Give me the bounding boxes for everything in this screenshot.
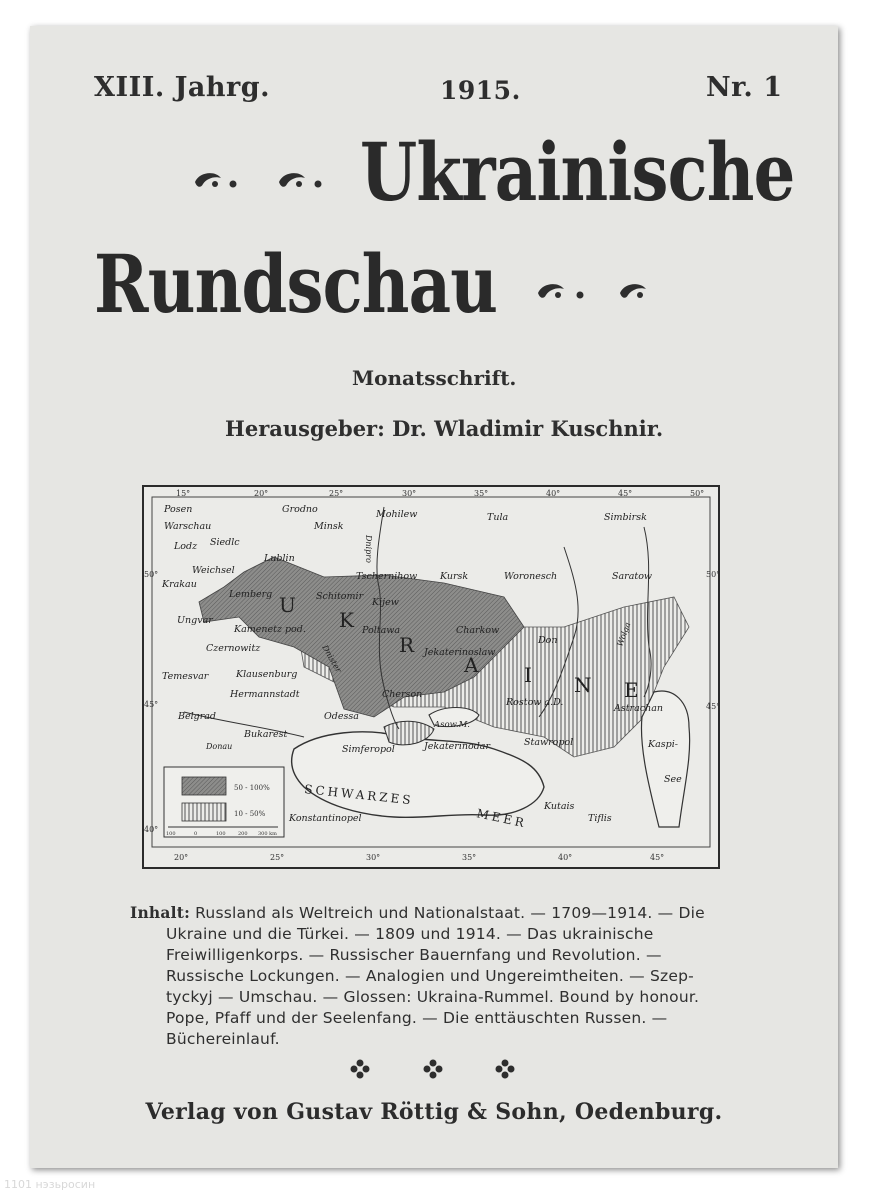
contents-label: Inhalt: [130, 903, 191, 922]
map-place: Belgrad [178, 711, 217, 722]
map-tick-left: 50° [144, 570, 159, 579]
contents-block [130, 902, 735, 1050]
legend-label: 50 - 100% [234, 784, 270, 792]
map-tick-bottom: 30° [366, 853, 381, 862]
year-label: 1915. [440, 76, 521, 105]
map-region-letter: R [399, 633, 415, 657]
map-place: Czernowitz [206, 643, 261, 654]
map-place: Ungvar [177, 615, 213, 626]
map-place: Mohilew [376, 509, 418, 520]
dot-ornament-icon [228, 179, 238, 189]
editor-line: Herausgeber: Dr. Wladimir Kuschnir. [225, 416, 664, 441]
subtitle: Monatsschrift. [352, 366, 517, 390]
map-place: Kutais [544, 801, 575, 812]
map-place: Jekaterinoslaw [424, 647, 496, 658]
watermark-text: 1101 нэзьросин [4, 1178, 96, 1191]
map-place: Kijew [372, 597, 399, 608]
map-place: Grodno [282, 504, 318, 515]
map-tick-top: 25° [329, 489, 344, 498]
dot-ornament-icon [313, 179, 323, 189]
map-region-letter: N [574, 673, 592, 697]
map-place: Konstantinopel [289, 813, 362, 824]
contents-line: Büchereinlauf. [166, 1030, 280, 1048]
map-region-letter: E [624, 678, 639, 702]
map-tick-bottom: 40° [558, 853, 573, 862]
map-tick-bottom: 45° [650, 853, 665, 862]
map-place: Simferopol [342, 744, 395, 755]
map-place: See [664, 774, 682, 785]
flower-ornament-icon [350, 1059, 370, 1079]
issue-label: Nr. 1 [706, 72, 783, 103]
map-place: Krakau [162, 579, 197, 590]
map-place: Bukarest [244, 729, 288, 740]
flower-ornament-icon [423, 1059, 443, 1079]
scale-label: 300 km [258, 831, 277, 837]
map-tick-top: 35° [474, 489, 489, 498]
map-legend [164, 767, 284, 837]
contents-line: tyckyj — Umschau. — Glossen: Ukraina-Rummel. Bound by honour. [166, 988, 700, 1006]
map-place: Poltawa [362, 625, 401, 636]
map-place: Posen [164, 504, 193, 515]
map-place: Donau [206, 742, 233, 751]
map-tick-top: 15° [176, 489, 191, 498]
dot-ornament-icon [575, 290, 585, 300]
volume-label: XIII. Jahrg. [94, 72, 271, 103]
map-place: Simbirsk [604, 512, 647, 523]
map-tick-left: 45° [144, 700, 159, 709]
publisher-line: Verlag von Gustav Röttig & Sohn, Oedenburg. [145, 1099, 723, 1125]
map-place: Schitomir [316, 591, 364, 602]
map-place: Tiflis [588, 813, 612, 824]
map-place: Kursk [440, 571, 469, 582]
title-line-1: Ukrainische [360, 125, 795, 219]
map-place: Klausenburg [236, 669, 298, 680]
map-tick-left: 40° [144, 825, 159, 834]
map-place: Rostow a.D. [506, 697, 564, 708]
leaf-ornament-icon [277, 170, 307, 190]
map-place: Odessa [324, 711, 359, 722]
legend-swatch-light [182, 803, 226, 821]
map-place: Dnister [320, 643, 344, 674]
map-place: Jekaterinodar [424, 741, 490, 752]
map-place: Dnipro [364, 535, 373, 563]
contents-line: Freiwilligenkorps. — Russischer Bauernfang und Revolution. — [166, 946, 662, 964]
contents-line: Ukraine und die Türkei. — 1809 und 1914. — Das ukrainische [166, 925, 654, 943]
map-tick-top: 45° [618, 489, 633, 498]
contents-line: Russische Lockungen. — Analogien und Ungereimtheiten. — Szep- [166, 967, 694, 985]
map-sea-label: SCHWARZES [303, 782, 415, 808]
flower-ornament-icon [495, 1059, 515, 1079]
contents-line: Pope, Pfaff und der Seelenfang. — Die enttäuschten Russen. — [166, 1009, 668, 1027]
scale-label: 0 [194, 831, 198, 837]
leaf-ornament-icon [536, 281, 566, 301]
ethnographic-map [142, 485, 720, 869]
map-tick-bottom: 25° [270, 853, 285, 862]
map-place: Weichsel [192, 565, 235, 576]
map-place: Charkow [456, 625, 500, 636]
map-svg [144, 487, 721, 867]
map-tick-top: 30° [402, 489, 417, 498]
map-place: Saratow [612, 571, 653, 582]
magazine-cover [30, 26, 838, 1168]
map-place: Lemberg [229, 589, 273, 600]
map-place: Hermannstadt [230, 689, 300, 700]
map-tick-bottom: 20° [174, 853, 189, 862]
map-tick-right: 45° [706, 702, 721, 711]
map-place: Lublin [264, 553, 295, 564]
map-place: Asow.M. [434, 720, 470, 730]
map-tick-top: 50° [690, 489, 705, 498]
map-tick-right: 50° [706, 570, 721, 579]
map-region-letter: U [279, 593, 296, 617]
map-place: Stawropol [524, 737, 574, 748]
legend-swatch-dark [182, 777, 226, 795]
map-sea-label: MEER [475, 806, 529, 831]
legend-label: 10 - 50% [234, 810, 266, 818]
map-place: Lodz [174, 541, 198, 552]
map-tick-top: 20° [254, 489, 269, 498]
map-place: Don [538, 635, 558, 646]
map-tick-top: 40° [546, 489, 561, 498]
leaf-ornament-icon [193, 170, 223, 190]
map-place: Woronesch [504, 571, 558, 582]
map-tick-bottom: 35° [462, 853, 477, 862]
map-region-letter: K [339, 608, 354, 632]
map-place: Kaspi- [648, 739, 678, 750]
scale-label: 200 [238, 831, 248, 837]
contents-line: Russland als Weltreich und Nationalstaat. — 1709—1914. — Die [195, 904, 705, 922]
map-place: Temesvar [162, 671, 209, 682]
map-place: Cherson [382, 689, 423, 700]
scale-label: 100 [166, 831, 176, 837]
scale-label: 100 [216, 831, 226, 837]
map-place: Tula [487, 512, 509, 523]
map-place: Astrachan [614, 703, 663, 714]
map-place: Siedlc [210, 537, 240, 548]
map-region-letter: I [524, 663, 532, 687]
map-region-letter: A [464, 653, 479, 677]
map-place: Warschau [164, 521, 212, 532]
map-place: Kamenetz pod. [234, 624, 306, 635]
map-place: Wolga [615, 621, 633, 648]
leaf-ornament-icon [618, 281, 648, 301]
title-line-2: Rundschau [94, 237, 498, 331]
map-place: Minsk [314, 521, 344, 532]
map-place: Tschernihow [356, 571, 418, 582]
